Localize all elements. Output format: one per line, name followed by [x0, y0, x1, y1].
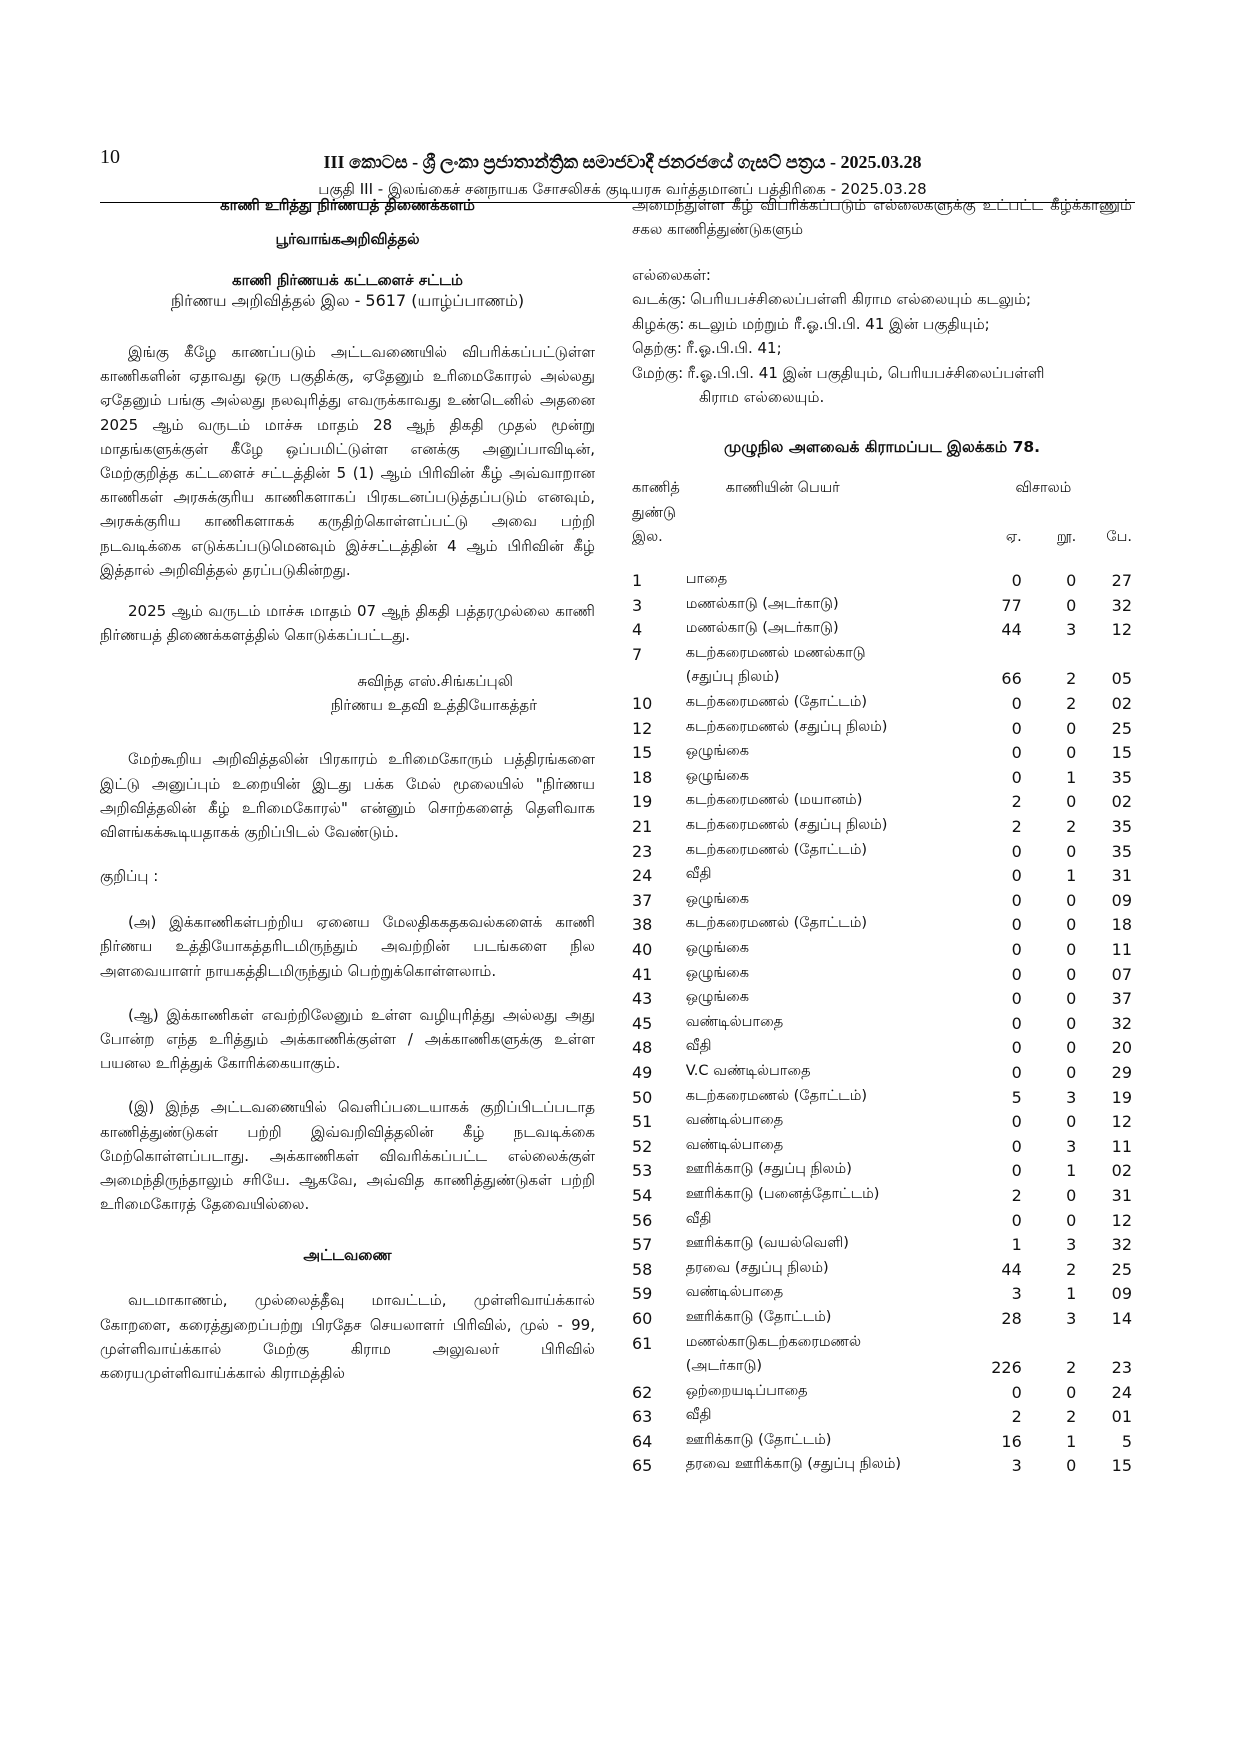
table-row — [632, 989, 1132, 1014]
extent-perches: 23 — [1111, 1358, 1132, 1378]
lot-number: 24 — [632, 866, 653, 886]
extent-perches: 20 — [1111, 1038, 1132, 1058]
boundaries-list — [632, 287, 1132, 410]
extent-acres: 0 — [1011, 841, 1022, 861]
extent-roods: 0 — [1066, 1210, 1077, 1230]
lot-number: 1 — [632, 571, 643, 591]
land-name: கடற்கரைமணல் மணல்காடு — [685, 644, 866, 661]
table-row — [632, 1235, 1132, 1260]
land-name: ஒழுங்கை — [685, 767, 750, 784]
extent-roods: 0 — [1066, 743, 1077, 763]
page-number: 10 — [100, 146, 120, 168]
boundary-north — [632, 287, 1132, 312]
claims-paragraph: மேற்கூறிய அறிவித்தலின் பிரகாரம் உரிமைகோரும் பத்திரங்களை இட்டு அனுப்பும் உறையின் இடது பக்க மேல் மூலையில் "நிர்ணய அறிவித்தலின் கீழ் உரிமைகோரல்" என்னும் சொற்களைத் தெளிவாக விளங்கக்கூடியதாகக் குறிப்பிடல் வேண்டும். — [100, 750, 595, 842]
table-row — [632, 915, 1132, 940]
extent-roods: 2 — [1066, 1358, 1077, 1378]
extent-perches: 31 — [1111, 1185, 1132, 1205]
extent-acres: 0 — [1011, 915, 1022, 935]
extent-acres: 0 — [1011, 890, 1022, 910]
extent-acres: 0 — [1011, 1210, 1022, 1230]
table-row — [632, 1186, 1132, 1211]
extent-acres: 0 — [1011, 571, 1022, 591]
extent-perches: 35 — [1111, 817, 1132, 837]
extent-roods: 2 — [1066, 817, 1077, 837]
lot-number: 45 — [632, 1013, 653, 1033]
extent-perches: 24 — [1111, 1382, 1132, 1402]
gazette-header-tamil: பகுதி III - இலங்கைச் சனநாயக சோசலிசக் குடியரசு வர்த்தமானப் பத்திரிகை - 2025.03.28 — [318, 180, 927, 198]
land-name: மணல்காடு (அடர்காடு) — [685, 595, 839, 612]
plan-title: முழுநில அளவைக் கிராமப்பட இலக்கம் 78. — [723, 437, 1041, 456]
extent-acres: 28 — [1001, 1308, 1022, 1328]
lot-number: 40 — [632, 940, 653, 959]
table-header-row — [632, 480, 1132, 505]
table-row — [632, 743, 1132, 768]
land-rows — [632, 571, 1132, 1481]
lot-number: 50 — [632, 1087, 653, 1107]
boundary-label: கிழக்கு: — [632, 314, 685, 333]
extent-roods: 0 — [1066, 890, 1077, 910]
extent-perches: 09 — [1111, 1284, 1132, 1304]
lot-number: 56 — [632, 1210, 653, 1230]
table-row — [632, 792, 1132, 817]
main-paragraph: இங்கு கீழே காணப்படும் அட்டவணையில் விபரிக்கப்பட்டுள்ள காணிகளின் ஏதாவது ஒரு பகுதிக்கு, ஏதேனும் உரிமைகோரல் அல்லது ஏதேனும் பங்கு அல்லது நலவுரித்து எவருக்காவது உண்டெனில் அதனை 2025 ஆம் வருடம் மாச்சு மாதம் 28 ஆந் திகதி முதல் மூன்று மாதங்களுக்குள் கீழே ஒப்பமிட்டுள்ள எனக்கு அனுப்பாவிடின், மேற்குறித்த கட்டளைச் சட்டத்தின் 5 (1) ஆம் பிரிவின் கீழ் அவ்வாறான காணிகள் அரசுக்குரிய காணிகளாகப் பிரகடனப்படுத்தப்படும் எனவும், அரசுக்குரிய காணிகளாகக் கருதிற்கொள்ளப்பட்டு அவை பற்றி நடவடிக்கை எடுக்கப்படுமெனவும் இச்சட்டத்தின் 4 ஆம் பிரிவின் கீழ் இத்தால் அறிவித்தல் தரப்படுகின்றது. — [100, 343, 595, 579]
extent-perches: 32 — [1111, 595, 1132, 615]
extent-roods: 1 — [1066, 1431, 1077, 1451]
extent-acres: 66 — [1001, 669, 1022, 689]
extent-perches: 07 — [1111, 964, 1132, 984]
lot-number: 65 — [632, 1456, 653, 1476]
extent-perches: 29 — [1111, 1062, 1132, 1082]
boundary-label: வடக்கு: — [632, 290, 687, 309]
extent-acres: 0 — [1011, 1038, 1022, 1058]
boundary-label: மேற்கு: — [632, 363, 684, 382]
table-header-row — [632, 529, 1132, 571]
extent-roods: 1 — [1066, 767, 1077, 787]
extent-roods: 0 — [1066, 1456, 1077, 1476]
table-row — [632, 1014, 1132, 1039]
lot-number: 12 — [632, 718, 653, 738]
lot-number: 60 — [632, 1308, 653, 1328]
table-row — [632, 1211, 1132, 1236]
schedule-title: அட்டவணை — [303, 1246, 392, 1265]
land-name-continued: (சதுப்பு நிலம்) — [685, 669, 780, 686]
extent-perches: 12 — [1111, 1112, 1132, 1132]
extent-acres: 0 — [1011, 767, 1022, 787]
land-name: ஒழுங்கை — [685, 964, 750, 981]
extent-perches: 15 — [1111, 1456, 1132, 1476]
table-row — [632, 719, 1132, 744]
extent-roods: 3 — [1066, 1308, 1077, 1328]
lot-number: 15 — [632, 743, 653, 763]
extent-roods: 3 — [1066, 1235, 1077, 1255]
lot-number: 3 — [632, 595, 643, 615]
table-header-row — [632, 505, 1132, 530]
extent-acres: 2 — [1011, 817, 1022, 837]
table-row — [632, 1432, 1132, 1457]
land-name: வீதி — [685, 1038, 712, 1055]
land-name: மணல்காடுகடற்கரைமணல் — [685, 1333, 861, 1350]
table-row — [632, 842, 1132, 867]
note-label: குறிப்பு : — [100, 867, 159, 886]
land-name: கடற்கரைமணல் (மயானம்) — [685, 792, 863, 809]
extent-roods: 1 — [1066, 1284, 1077, 1304]
extent-roods: 1 — [1066, 1161, 1077, 1181]
extent-perches: 02 — [1111, 1161, 1132, 1181]
extent-acres: 3 — [1011, 1284, 1022, 1304]
extent-roods: 2 — [1066, 1407, 1077, 1427]
note-c: (இ) இந்த அட்டவணையில் வெளிப்படையாகக் குறிப்பிடப்படாத காணித்துண்டுகள் பற்றி இவ்வறிவித்தலின் கீழ் நடவடிக்கை மேற்கொள்ளப்படாது. அக்காணிகள் விவரிக்கப்பட்ட எல்லைக்குள் அமைந்திருந்தாலும் சரியே. ஆகவே, அவ்வித காணித்துண்டுகள் பற்றி உரிமைகோரத் தேவையில்லை. — [100, 1098, 595, 1214]
land-name: வீதி — [685, 866, 712, 883]
land-name: ஒற்றையடிப்பாதை — [685, 1382, 808, 1399]
table-row — [632, 940, 1132, 965]
extent-perches: 5 — [1121, 1431, 1132, 1451]
extent-perches: 32 — [1111, 1235, 1132, 1255]
table-row — [632, 1038, 1132, 1063]
extent-perches: 35 — [1111, 841, 1132, 861]
extent-acres: 0 — [1011, 1013, 1022, 1033]
land-name: ஒழுங்கை — [685, 743, 750, 760]
col-extent-header: விசாலம் — [1015, 479, 1072, 496]
extent-acres: 0 — [1011, 1062, 1022, 1082]
extent-roods: 3 — [1066, 620, 1077, 640]
extent-acres: 0 — [1011, 718, 1022, 738]
extent-roods: 3 — [1066, 1087, 1077, 1107]
land-name: ஊரிக்காடு (பனைத்தோட்டம்) — [685, 1185, 880, 1202]
extent-roods: 1 — [1066, 866, 1077, 886]
left-column — [100, 196, 595, 1385]
extent-acres: 226 — [991, 1358, 1022, 1378]
table-row — [632, 866, 1132, 891]
table-row — [632, 596, 1132, 621]
boundary-label: தெற்கு: — [632, 339, 682, 358]
land-name: கடற்கரைமணல் (தோட்டம்) — [685, 694, 868, 711]
land-name: வண்டில்பாதை — [685, 1284, 784, 1301]
extent-acres: 44 — [1001, 620, 1022, 640]
lot-number: 62 — [632, 1382, 653, 1402]
extent-acres: 2 — [1011, 1185, 1022, 1205]
given-at-paragraph: 2025 ஆம் வருடம் மாச்சு மாதம் 07 ஆந் திகதி பத்தரமுல்லை காணி நிர்ணயத் திணைக்களத்தில் கொடுக்கப்பட்டது. — [100, 602, 595, 645]
extent-acres: 3 — [1011, 1456, 1022, 1476]
extent-perches: 31 — [1111, 866, 1132, 886]
lot-number: 21 — [632, 817, 653, 837]
lot-number: 54 — [632, 1185, 653, 1205]
boundaries-label: எல்லைகள்: — [632, 266, 711, 285]
table-row-continued — [632, 669, 1132, 694]
boundary-text: ரீ.ஓ.பி.பி. 41 இன் பகுதியும், பெரியபச்சிலைப்பள்ளி — [687, 363, 1045, 382]
lot-number: 52 — [632, 1136, 653, 1156]
extent-acres: 0 — [1011, 743, 1022, 763]
extent-perches: 15 — [1111, 743, 1132, 763]
gazette-header-sinhala: III කොටස - ශ්‍රී ලංකා ප්‍රජාතාන්ත්‍රික සමාජවාදී ජනරජයේ ගැසට් පත්‍රය - 2025.03.28 — [323, 152, 922, 172]
extent-perches: 01 — [1111, 1407, 1132, 1427]
extent-roods: 0 — [1066, 595, 1077, 615]
table-row — [632, 1284, 1132, 1309]
right-column — [632, 196, 1132, 1481]
signatory-name: சுவிந்த எஸ்.சிங்கப்புலி — [357, 672, 513, 691]
extent-perches: 18 — [1111, 915, 1132, 935]
extent-acres: 5 — [1011, 1087, 1022, 1107]
land-table — [632, 480, 1132, 1481]
table-row — [632, 694, 1132, 719]
land-name: ஊரிக்காடு (தோட்டம்) — [685, 1431, 832, 1448]
extent-roods: 0 — [1066, 571, 1077, 591]
lot-number: 51 — [632, 1112, 653, 1132]
extent-perches: 25 — [1111, 1259, 1132, 1279]
extent-acres: 1 — [1011, 1235, 1022, 1255]
extent-acres: 0 — [1011, 1112, 1022, 1132]
land-name: மணல்காடு (அடர்காடு) — [685, 620, 839, 637]
land-name: ஒழுங்கை — [685, 940, 750, 956]
act-title: காணி நிர்ணயக் கட்டளைச் சட்டம் — [232, 271, 463, 289]
land-name: வண்டில்பாதை — [685, 1136, 784, 1153]
lot-number: 10 — [632, 694, 653, 714]
table-row — [632, 1137, 1132, 1162]
table-row — [632, 645, 1132, 670]
signatory-title: நிர்ணய உதவி உத்தியோகத்தர் — [330, 696, 537, 715]
lot-number: 61 — [632, 1333, 653, 1353]
extent-perches: 27 — [1111, 571, 1132, 591]
extent-roods: 0 — [1066, 1013, 1077, 1033]
lot-number: 41 — [632, 964, 653, 984]
extent-roods: 3 — [1066, 1136, 1077, 1156]
extent-perches: 11 — [1111, 940, 1132, 959]
table-row — [632, 1063, 1132, 1088]
table-row — [632, 965, 1132, 990]
extent-acres: 0 — [1011, 989, 1022, 1009]
land-name-continued: (அடர்காடு) — [685, 1358, 763, 1375]
notice-type: பூர்வாங்கஅறிவித்தல் — [275, 230, 420, 248]
lot-number: 37 — [632, 890, 653, 910]
extent-roods: 0 — [1066, 1062, 1077, 1082]
table-row — [632, 1260, 1132, 1285]
lot-number: 19 — [632, 792, 653, 812]
boundary-text: பெரியபச்சிலைப்பள்ளி கிராம எல்லையும் கடலும்; — [690, 290, 1032, 309]
extent-perches: 09 — [1111, 890, 1132, 910]
extent-acres: 44 — [1001, 1259, 1022, 1279]
land-name: V.C வண்டில்பாதை — [685, 1062, 811, 1079]
land-name: வீதி — [685, 1210, 712, 1227]
col-lot-header: காணித் — [632, 479, 680, 496]
lot-number: 18 — [632, 767, 653, 787]
boundary-west-continued: கிராம எல்லையும். — [699, 388, 825, 407]
table-row-continued — [632, 1358, 1132, 1383]
lot-number: 43 — [632, 989, 653, 1009]
land-name: ஒழுங்கை — [685, 890, 750, 907]
extent-acres: 0 — [1011, 1136, 1022, 1156]
table-row — [632, 1334, 1132, 1359]
extent-acres: 2 — [1011, 792, 1022, 812]
extent-perches: 11 — [1111, 1136, 1132, 1156]
lot-number: 38 — [632, 915, 653, 935]
lot-number: 59 — [632, 1284, 653, 1304]
lot-number: 64 — [632, 1431, 653, 1451]
extent-acres: 0 — [1011, 694, 1022, 714]
land-name: வண்டில்பாதை — [685, 1013, 784, 1030]
extent-acres: 0 — [1011, 1382, 1022, 1402]
land-name: கடற்கரைமணல் (தோட்டம்) — [685, 841, 868, 858]
land-name: தரவை (சதுப்பு நிலம்) — [685, 1259, 829, 1276]
extent-roods: 0 — [1066, 792, 1077, 812]
table-row — [632, 1112, 1132, 1137]
land-name: ஊரிக்காடு (வயல்வெளி) — [685, 1235, 849, 1252]
land-name: ஒழுங்கை — [685, 989, 750, 1006]
table-row — [632, 817, 1132, 842]
lot-number: 49 — [632, 1062, 653, 1082]
notice-number: நிர்ணய அறிவித்தல் இல - 5617 (யாழ்ப்பாணம்) — [170, 291, 525, 310]
land-name: கடற்கரைமணல் (சதுப்பு நிலம்) — [685, 817, 888, 834]
lot-number: 48 — [632, 1038, 653, 1058]
note-b: (ஆ) இக்காணிகள் எவற்றிலேனும் உள்ள வழியுரித்து அல்லது அது போன்ற எந்த உரித்தும் அக்காணிக்குள்ள / அக்காணிகளுக்கு உள்ள பயனல உரித்துக் கோரிக்கையாகும். — [100, 1005, 595, 1073]
boundary-west — [632, 361, 1132, 386]
lot-number: 57 — [632, 1235, 653, 1255]
extent-roods: 0 — [1066, 989, 1077, 1009]
extent-perches: 12 — [1111, 620, 1132, 640]
extent-roods: 0 — [1066, 718, 1077, 738]
table-row — [632, 1383, 1132, 1408]
extent-perches: 19 — [1111, 1087, 1132, 1107]
land-name: ஊரிக்காடு (சதுப்பு நிலம்) — [685, 1161, 852, 1178]
extent-roods: 0 — [1066, 1185, 1077, 1205]
unit-perches: பே. — [1106, 529, 1132, 546]
extent-perches: 14 — [1111, 1308, 1132, 1328]
extent-roods: 2 — [1066, 1259, 1077, 1279]
extent-roods: 0 — [1066, 1038, 1077, 1058]
land-name: ஊரிக்காடு (தோட்டம்) — [685, 1308, 832, 1325]
extent-acres: 77 — [1001, 595, 1022, 615]
schedule-text: வடமாகாணம், முல்லைத்தீவு மாவட்டம், முள்ளிவாய்க்கால் கோறளை, கரைத்துறைப்பற்று பிரதேச செயலாளர் பிரிவில், முல் - 99, முள்ளிவாய்க்கால் மேற்கு கிராம அலுவலர் பிரிவில் கரையமுள்ளிவாய்க்கால் கிராமத்தில் — [100, 1291, 595, 1383]
lot-number: 63 — [632, 1407, 653, 1427]
land-name: வண்டில்பாதை — [685, 1112, 784, 1129]
extent-acres: 0 — [1011, 866, 1022, 886]
extent-acres: 2 — [1011, 1407, 1022, 1427]
land-name: பாதை — [685, 571, 728, 588]
extent-perches: 02 — [1111, 792, 1132, 812]
boundary-south — [632, 336, 1132, 361]
extent-perches: 35 — [1111, 767, 1132, 787]
note-a: (அ) இக்காணிகள்பற்றிய ஏனைய மேலதிககதகவல்களைக் காணி நிர்ணய உத்தியோகத்தரிடமிருந்தும் அவற்றின் படங்களை நில அளவையாளர் நாயகத்திடமிருந்தும் பெற்றுக்கொள்ளலாம். — [100, 913, 595, 980]
land-name: கடற்கரைமணல் (சதுப்பு நிலம்) — [685, 718, 888, 735]
land-name: கடற்கரைமணல் (தோட்டம்) — [685, 1087, 868, 1104]
department-title: காணி உரித்து நிர்ணயத் திணைக்களம் — [220, 196, 475, 214]
boundary-text: ரீ.ஓ.பி.பி. 41; — [685, 339, 782, 358]
extent-perches: 05 — [1111, 669, 1132, 689]
extent-acres: 0 — [1011, 940, 1022, 959]
extent-acres: 0 — [1011, 1161, 1022, 1181]
extent-roods: 0 — [1066, 1382, 1077, 1402]
table-row — [632, 1161, 1132, 1186]
lot-number: 23 — [632, 841, 653, 861]
col-lot-header-2: துண்டு — [632, 504, 676, 521]
extent-acres: 0 — [1011, 964, 1022, 984]
table-row — [632, 1407, 1132, 1432]
land-name: வீதி — [685, 1407, 712, 1424]
unit-roods: றூ. — [1056, 529, 1077, 546]
extent-perches: 25 — [1111, 718, 1132, 738]
extent-acres: 16 — [1001, 1431, 1022, 1451]
extent-roods: 2 — [1066, 694, 1077, 714]
boundary-east — [632, 312, 1132, 337]
lot-number: 4 — [632, 620, 643, 640]
boundary-text: கடலும் மற்றும் ரீ.ஓ.பி.பி. 41 இன் பகுதியும்; — [688, 314, 990, 333]
extent-roods: 0 — [1066, 915, 1077, 935]
extent-roods: 0 — [1066, 1112, 1077, 1132]
table-row — [632, 620, 1132, 645]
lot-number: 7 — [632, 644, 643, 664]
land-name: தரவை ஊரிக்காடு (சதுப்பு நிலம்) — [685, 1456, 902, 1473]
table-row — [632, 571, 1132, 596]
table-row — [632, 1088, 1132, 1113]
lot-number: 53 — [632, 1161, 653, 1181]
col-name-header: காணியின் பெயர் — [725, 479, 840, 496]
table-row — [632, 768, 1132, 793]
extent-roods: 2 — [1066, 669, 1077, 689]
extent-perches: 32 — [1111, 1013, 1132, 1033]
extent-roods: 0 — [1066, 964, 1077, 984]
table-row — [632, 891, 1132, 916]
table-row — [632, 1309, 1132, 1334]
extent-perches: 02 — [1111, 694, 1132, 714]
extent-roods: 0 — [1066, 940, 1077, 959]
lot-number: 58 — [632, 1259, 653, 1279]
unit-acres: ஏ. — [1005, 529, 1022, 546]
land-name: கடற்கரைமணல் (தோட்டம்) — [685, 915, 868, 932]
schedule-intro: அமைந்துள்ள கீழ் விபரிக்கப்படும் எல்லைகளுக்கு உட்பட்ட கீழ்க்காணும் சகல காணித்துண்டுகளும் — [632, 196, 1132, 239]
col-lot-header-3: இல. — [632, 529, 663, 546]
extent-roods: 0 — [1066, 841, 1077, 861]
table-row — [632, 1456, 1132, 1481]
extent-perches: 12 — [1111, 1210, 1132, 1230]
extent-perches: 37 — [1111, 989, 1132, 1009]
